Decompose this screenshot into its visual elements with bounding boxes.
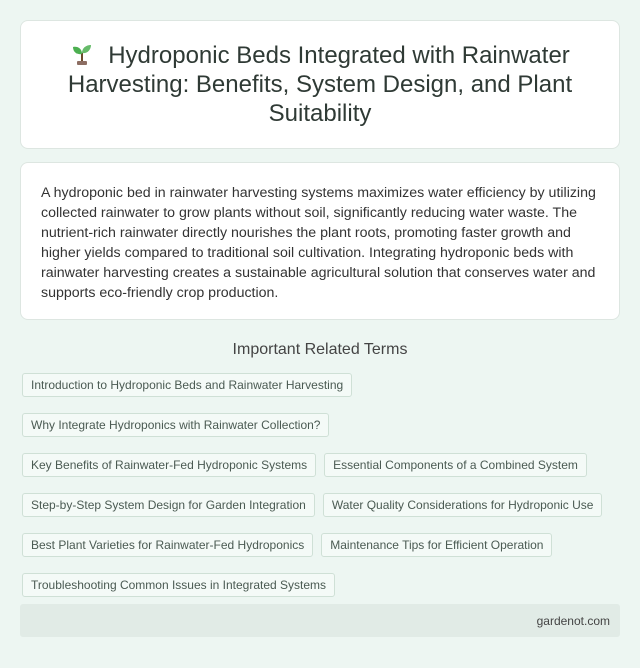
footer-site-link[interactable]: gardenot.com [536,613,610,628]
related-term-tag[interactable]: Best Plant Varieties for Rainwater-Fed Hydroponics [22,533,313,557]
title-card [20,20,620,149]
related-term-tag[interactable]: Introduction to Hydroponic Beds and Rainwater Harvesting [22,373,352,397]
seedling-icon [70,42,94,66]
related-term-tag[interactable]: Essential Components of a Combined System [324,453,587,477]
related-term-tag[interactable]: Step-by-Step System Design for Garden Integration [22,493,315,517]
related-term-tag[interactable]: Key Benefits of Rainwater-Fed Hydroponic Systems [22,453,316,477]
page-title [45,41,595,128]
title-text: Hydroponic Beds Integrated with Rainwater Harvesting: Benefits, System Design, and Plant Suitability [67,42,573,127]
related-term-tag[interactable]: Troubleshooting Common Issues in Integrated Systems [22,573,335,597]
related-term-tag[interactable]: Why Integrate Hydroponics with Rainwater Collection? [22,413,329,437]
description-card [20,162,620,320]
footer [20,604,620,637]
description-text: A hydroponic bed in rainwater harvesting systems maximizes water efficiency by utilizing collected rainwater to grow plants without soil, significantly reducing water waste. The nutrient-rich rainwater directly nourishes the plant roots, promoting faster growth and higher yields compared to traditional soil cultivation. Integrating hydroponic beds with rainwater harvesting creates a sustainable agricultural solution that conserves water and supports eco-friendly crop production. [41,185,596,301]
related-terms-list [22,373,622,637]
related-term-tag[interactable]: Maintenance Tips for Efficient Operation [321,533,552,557]
related-term-tag[interactable]: Water Quality Considerations for Hydroponic Use [323,493,603,517]
related-terms-heading: Important Related Terms [232,341,408,358]
